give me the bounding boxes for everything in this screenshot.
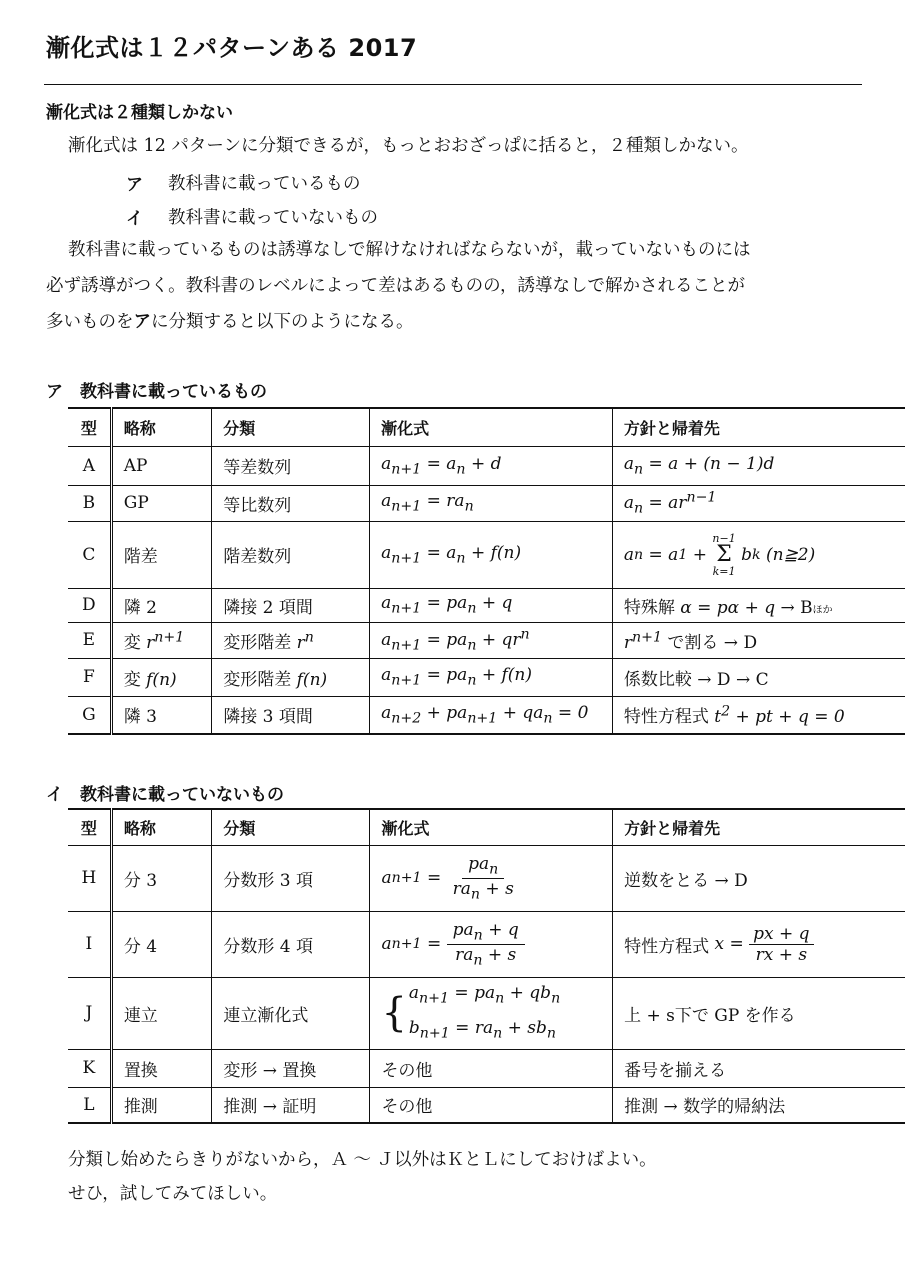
cell-class: 連立漸化式 [212,977,370,1049]
cell-class: 推測 → 証明 [212,1087,370,1123]
header-formula: 漸化式 [370,809,613,845]
table-row [68,1049,905,1087]
cell-type: H [68,845,111,911]
cell-abbr: 分 3 [111,845,212,911]
cell-type: G [68,696,111,734]
cell-type: E [68,622,111,658]
cell-formula: $a_{n+2} + pa_{n+1} + qa_n = 0$ [370,696,613,734]
table-row [68,622,905,658]
header-type: 型 [68,809,111,845]
cell-type: B [68,485,111,521]
cell-type: K [68,1049,111,1087]
cell-formula: その他 [370,1087,613,1123]
cell-formula: $a_{n+1} = a_n + f(n)$ [370,521,613,588]
cell-class: 階差数列 [212,521,370,588]
cell-formula: a n+1 = $pa_n$ $ra_n + s$ [370,845,613,911]
cell-abbr: 推測 [111,1087,212,1123]
table-row [68,845,905,911]
item-text-a: 教科書に載っているもの [168,174,361,194]
cell-type: C [68,521,111,588]
table-header-row [68,809,905,845]
cell-formula: { $a_{n+1} = pa_n + qb_n$ $b_{n+1} = ra_n + sb_n$ [370,977,613,1049]
cell-abbr: 隣 2 [111,588,212,622]
cell-formula: $a_{n+1} = pa_n + qr^n$ [370,622,613,658]
cell-abbr: 変 f(n) [111,658,212,696]
cell-class: 隣接 3 項間 [212,696,370,734]
header-policy: 方針と帰着先 [613,809,905,845]
header-formula: 漸化式 [370,408,613,446]
cell-class: 変形 → 置換 [212,1049,370,1087]
paragraph-line-1: 教科書に載っているものは誘導なしで解けなければならないが，載っていないものには [68,240,751,260]
cell-formula: $a_{n+1} = ra_n$ [370,485,613,521]
cell-type: A [68,446,111,485]
cell-abbr: 分 4 [111,911,212,977]
cell-formula: a n+1 = $pa_n + q$ $ra_n + s$ [370,911,613,977]
cell-abbr: 連立 [111,977,212,1049]
cell-formula: その他 [370,1049,613,1087]
footer-line-1: 分類し始めたらきりがないから，Ａ 〜 Ｊ以外はＫとＬにしておけばよい。 [68,1150,657,1170]
header-class: 分類 [212,408,370,446]
header-type: 型 [68,408,111,446]
cell-policy: 推測 → 数学的帰納法 [613,1087,905,1123]
cell-policy: $a_n = a + (n - 1)d$ [612,446,905,485]
cell-policy: 係数比較 → D → C [612,658,905,696]
paragraph-line-2: 必ず誘導がつく。教科書のレベルによって差はあるものの，誘導なしで解かされることが [46,276,745,296]
cell-policy: 番号を揃える [613,1049,905,1087]
cell-formula: $a_{n+1} = pa_n + f(n)$ [370,658,613,696]
table-row [68,658,905,696]
section-heading-a: ア 教科書に載っているもの [46,382,267,402]
section-heading-intro: 漸化式は２種類しかない [46,103,233,123]
cell-policy: $r^{n+1}$ で割る → D [612,622,905,658]
inline-mark-a: ア [133,312,151,332]
cell-policy: 特性方程式 x = px + q rx + s [613,911,905,977]
item-mark-a: ア [126,175,143,195]
cell-class: 変形階差 $r^n$ [212,622,370,658]
header-policy: 方針と帰着先 [612,408,905,446]
page-title: 漸化式は１２パターンある 2017 [46,34,418,62]
section-heading-b: イ 教科書に載っていないもの [46,785,284,805]
paragraph-line-3: 多いものをアに分類すると以下のようになる。 [46,312,414,332]
cell-formula: $a_{n+1} = a_n + d$ [370,446,613,485]
cell-abbr: GP [111,485,212,521]
cell-policy: $a_n = ar^{n-1}$ [612,485,905,521]
footer-line-2: せひ，試してみてほしい。 [68,1184,278,1204]
cell-policy: 上 + s下で GP を作る [613,977,905,1049]
cell-class: 分数形 3 項 [212,845,370,911]
table-header-row [68,408,905,446]
cell-class: 分数形 4 項 [212,911,370,977]
cell-abbr: 置換 [111,1049,212,1087]
pattern-table-a [68,407,905,735]
table-row [68,911,905,977]
pattern-table-b [68,808,905,1124]
cell-policy: a n = a 1 + n−1 Σ k=1 b k (n≧2) [612,521,905,588]
header-abbr: 略称 [111,809,212,845]
cell-formula: $a_{n+1} = pa_n + q$ [370,588,613,622]
table-row [68,446,905,485]
header-class: 分類 [212,809,370,845]
cell-abbr: 変 $r^{n+1}$ [111,622,212,658]
cell-class: 等差数列 [212,446,370,485]
item-mark-b: イ [126,209,143,229]
cell-type: J [68,977,111,1049]
table-row [68,696,905,734]
cell-abbr: 隣 3 [111,696,212,734]
title-divider [44,84,862,85]
intro-line: 漸化式は 12 パターンに分類できるが，もっとおおざっぱに括ると，２種類しかない。 [68,136,749,156]
table-row [68,485,905,521]
cell-type: F [68,658,111,696]
table-row [68,1087,905,1123]
cell-policy: 特殊解 α = pα + q → Bほか [612,588,905,622]
cell-class: 等比数列 [212,485,370,521]
table-row [68,588,905,622]
cell-policy: 特性方程式 $t^2$ + pt + q = 0 [612,696,905,734]
cell-class: 変形階差 f(n) [212,658,370,696]
cell-type: L [68,1087,111,1123]
cell-type: D [68,588,111,622]
cell-policy: 逆数をとる → D [613,845,905,911]
item-text-b: 教科書に載っていないもの [168,208,378,228]
cell-abbr: 階差 [111,521,212,588]
table-row [68,521,905,588]
cell-class: 隣接 2 項間 [212,588,370,622]
header-abbr: 略称 [111,408,212,446]
cell-type: I [68,911,111,977]
cell-abbr: AP [111,446,212,485]
table-row [68,977,905,1049]
